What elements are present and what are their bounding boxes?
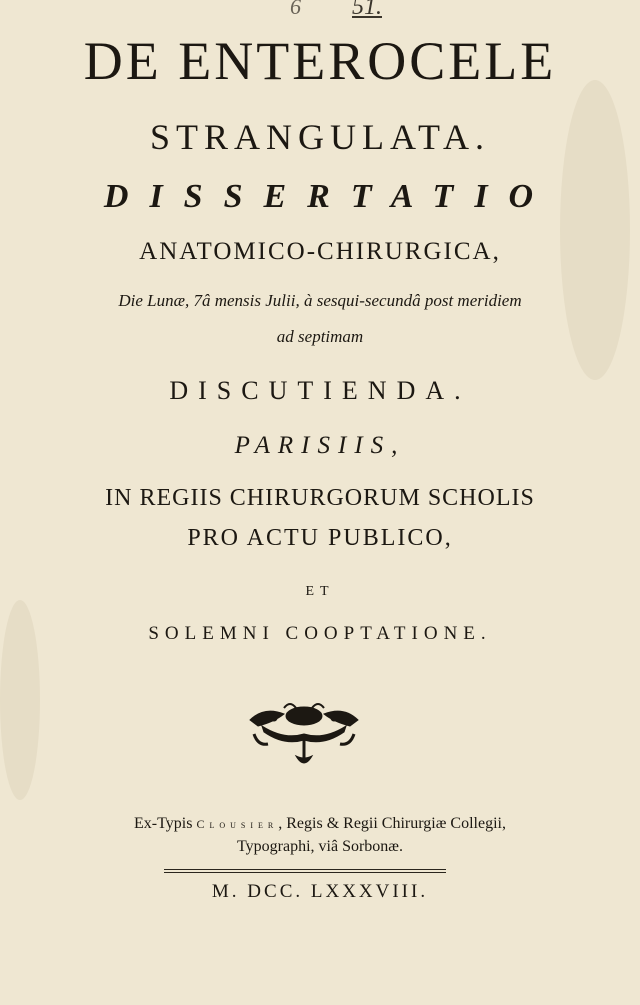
title-line-4: ANATOMICO-CHIRURGICA, <box>139 238 501 265</box>
imprint-line-1 <box>0 815 640 833</box>
publication-year: M. DCC. LXXXVIII. <box>211 881 429 902</box>
discutienda: DISCUTIENDA. <box>169 376 471 405</box>
imprint-suffix: , Regis & Regii Chirurgiæ Collegii, <box>278 815 506 832</box>
date-line-2: ad septimam <box>276 327 364 346</box>
date-line-1: Die Lunæ, 7â mensis Julii, à sesqui-secundâ post meridiem <box>118 291 522 310</box>
floral-ornament-icon <box>244 700 364 770</box>
institution-line-1: IN REGIIS CHIRURGORUM SCHOLIS <box>105 485 535 511</box>
folio-number: 51. <box>352 0 382 20</box>
title-line-2: STRANGULATA. <box>149 117 491 157</box>
title-line-1: DE ENTEROCELE <box>83 31 557 91</box>
place-name: PARISIIS, <box>234 432 406 459</box>
title-line-3: DISSERTATIO <box>103 178 555 215</box>
divider-rule-top <box>164 869 446 870</box>
pencil-mark: 6 <box>290 0 301 19</box>
conjunction: ET <box>305 584 335 599</box>
imprint-line-2: Typographi, viâ Sorbonæ. <box>237 838 403 855</box>
divider-rule-bottom <box>164 872 446 873</box>
imprint-printer: Clousier <box>196 817 279 831</box>
imprint-prefix: Ex-Typis <box>134 815 193 832</box>
ceremony-line: SOLEMNI COOPTATIONE. <box>148 623 492 644</box>
institution-line-2: PRO ACTU PUBLICO, <box>187 525 453 551</box>
